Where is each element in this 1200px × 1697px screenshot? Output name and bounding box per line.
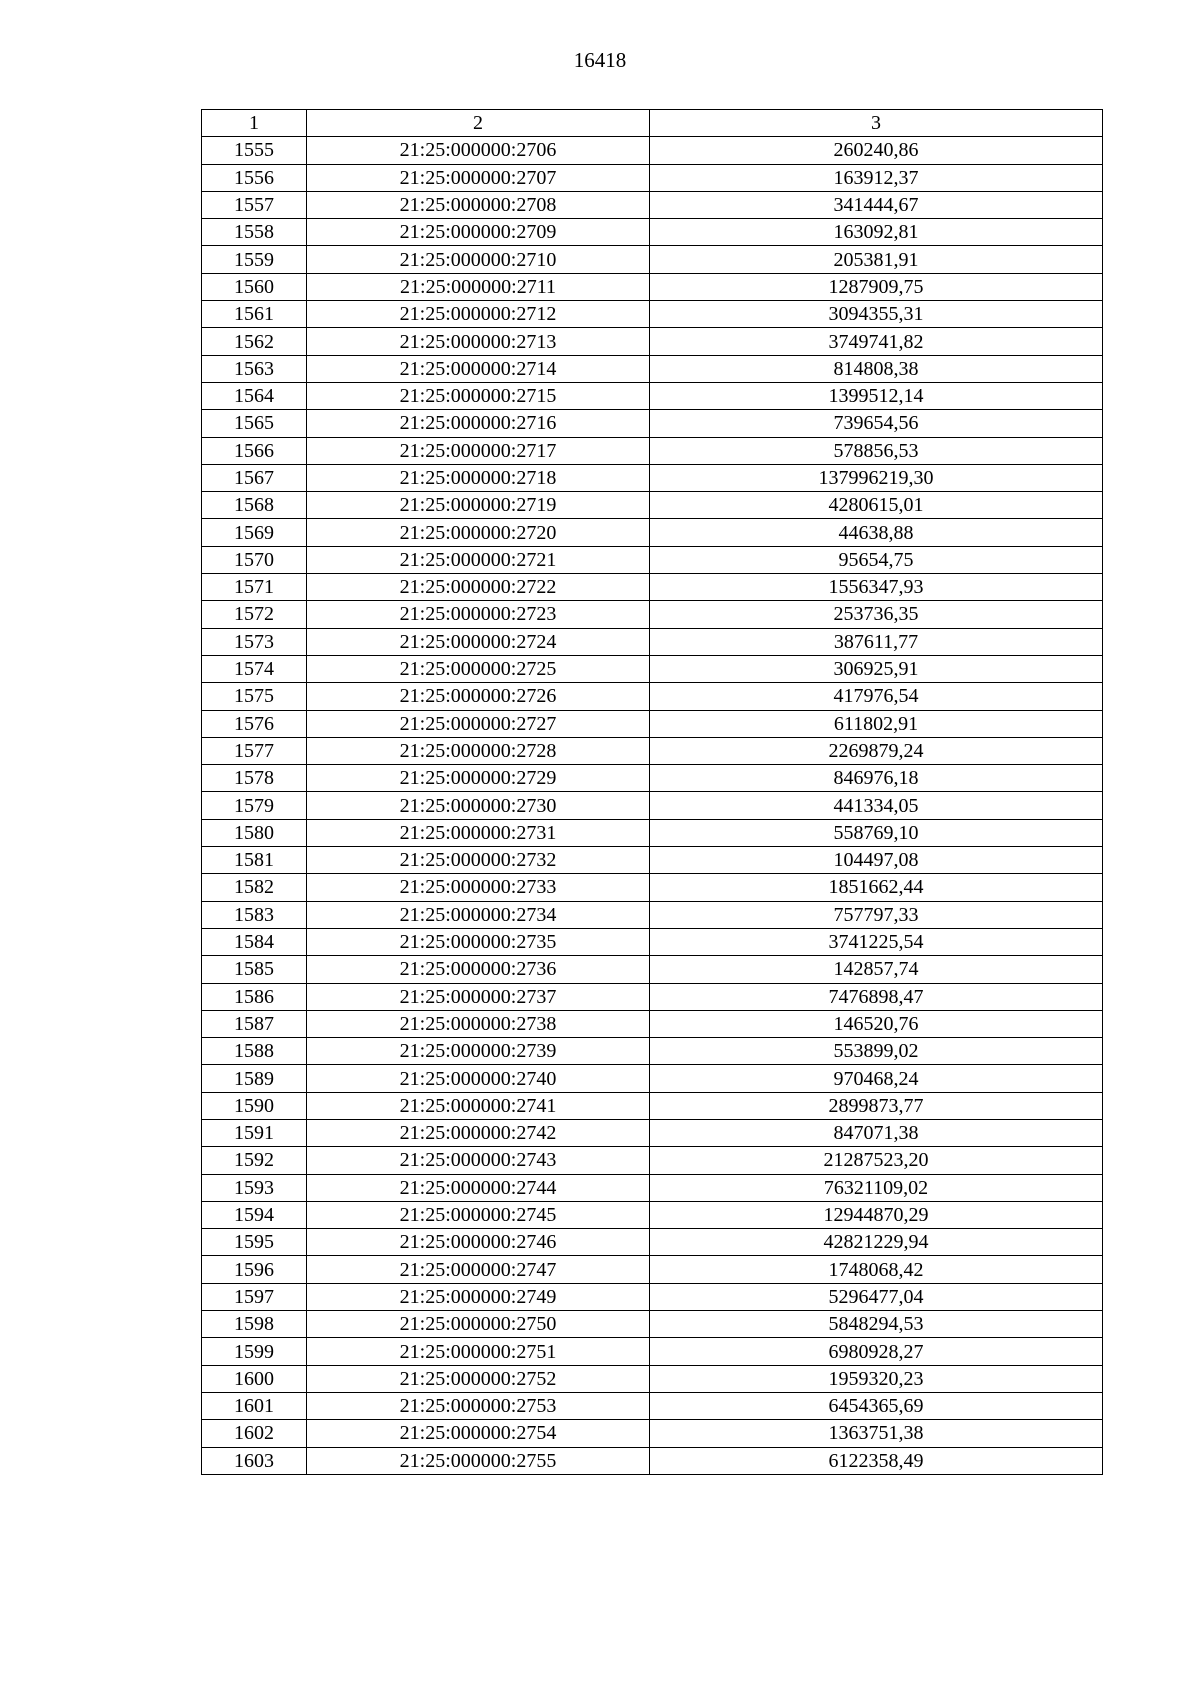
- value-cell: 1959320,23: [650, 1365, 1103, 1392]
- table-row: [202, 847, 1103, 874]
- data-table: [201, 109, 1103, 1475]
- header-row: [202, 110, 1103, 137]
- table-row: [202, 710, 1103, 737]
- row-number-cell: 1575: [202, 683, 307, 710]
- cadastral-number-cell: 21:25:000000:2749: [307, 1283, 650, 1310]
- cadastral-number-cell: 21:25:000000:2721: [307, 546, 650, 573]
- table-header: [202, 110, 1103, 137]
- value-cell: 21287523,20: [650, 1147, 1103, 1174]
- value-cell: 12944870,29: [650, 1201, 1103, 1228]
- row-number-cell: 1559: [202, 246, 307, 273]
- row-number-cell: 1589: [202, 1065, 307, 1092]
- cadastral-number-cell: 21:25:000000:2712: [307, 301, 650, 328]
- cadastral-number-cell: 21:25:000000:2707: [307, 164, 650, 191]
- table-row: [202, 382, 1103, 409]
- value-cell: 814808,38: [650, 355, 1103, 382]
- table-row: [202, 164, 1103, 191]
- row-number-cell: 1562: [202, 328, 307, 355]
- row-number-cell: 1602: [202, 1420, 307, 1447]
- value-cell: 611802,91: [650, 710, 1103, 737]
- cadastral-number-cell: 21:25:000000:2716: [307, 410, 650, 437]
- table-row: [202, 1038, 1103, 1065]
- value-cell: 6454365,69: [650, 1392, 1103, 1419]
- cadastral-number-cell: 21:25:000000:2750: [307, 1311, 650, 1338]
- row-number-cell: 1576: [202, 710, 307, 737]
- row-number-cell: 1561: [202, 301, 307, 328]
- cadastral-number-cell: 21:25:000000:2720: [307, 519, 650, 546]
- table-row: [202, 273, 1103, 300]
- table-row: [202, 1174, 1103, 1201]
- row-number-cell: 1564: [202, 382, 307, 409]
- row-number-cell: 1578: [202, 765, 307, 792]
- value-cell: 417976,54: [650, 683, 1103, 710]
- row-number-cell: 1579: [202, 792, 307, 819]
- table-row: [202, 1392, 1103, 1419]
- row-number-cell: 1556: [202, 164, 307, 191]
- cadastral-number-cell: 21:25:000000:2724: [307, 628, 650, 655]
- value-cell: 3741225,54: [650, 928, 1103, 955]
- cadastral-number-cell: 21:25:000000:2744: [307, 1174, 650, 1201]
- row-number-cell: 1572: [202, 601, 307, 628]
- table-row: [202, 1010, 1103, 1037]
- value-cell: 6122358,49: [650, 1447, 1103, 1474]
- cadastral-number-cell: 21:25:000000:2728: [307, 737, 650, 764]
- value-cell: 6980928,27: [650, 1338, 1103, 1365]
- value-cell: 7476898,47: [650, 983, 1103, 1010]
- value-cell: 739654,56: [650, 410, 1103, 437]
- value-cell: 142857,74: [650, 956, 1103, 983]
- value-cell: 387611,77: [650, 628, 1103, 655]
- table-row: [202, 983, 1103, 1010]
- table-row: [202, 601, 1103, 628]
- cadastral-number-cell: 21:25:000000:2711: [307, 273, 650, 300]
- cadastral-number-cell: 21:25:000000:2731: [307, 819, 650, 846]
- table-row: [202, 1311, 1103, 1338]
- cadastral-number-cell: 21:25:000000:2733: [307, 874, 650, 901]
- row-number-cell: 1601: [202, 1392, 307, 1419]
- cadastral-number-cell: 21:25:000000:2747: [307, 1256, 650, 1283]
- cadastral-number-cell: 21:25:000000:2717: [307, 437, 650, 464]
- row-number-cell: 1560: [202, 273, 307, 300]
- row-number-cell: 1569: [202, 519, 307, 546]
- table-row: [202, 410, 1103, 437]
- row-number-cell: 1598: [202, 1311, 307, 1338]
- row-number-cell: 1583: [202, 901, 307, 928]
- row-number-cell: 1591: [202, 1119, 307, 1146]
- table-row: [202, 219, 1103, 246]
- cadastral-number-cell: 21:25:000000:2726: [307, 683, 650, 710]
- cadastral-number-cell: 21:25:000000:2725: [307, 655, 650, 682]
- row-number-cell: 1573: [202, 628, 307, 655]
- table-row: [202, 1147, 1103, 1174]
- page-number: 16418: [573, 48, 627, 72]
- cadastral-number-cell: 21:25:000000:2713: [307, 328, 650, 355]
- row-number-cell: 1593: [202, 1174, 307, 1201]
- table-row: [202, 683, 1103, 710]
- cadastral-number-cell: 21:25:000000:2737: [307, 983, 650, 1010]
- table-row: [202, 1119, 1103, 1146]
- value-cell: 146520,76: [650, 1010, 1103, 1037]
- table-row: [202, 355, 1103, 382]
- cadastral-number-cell: 21:25:000000:2755: [307, 1447, 650, 1474]
- cadastral-number-cell: 21:25:000000:2710: [307, 246, 650, 273]
- value-cell: 1851662,44: [650, 874, 1103, 901]
- value-cell: 163912,37: [650, 164, 1103, 191]
- row-number-cell: 1577: [202, 737, 307, 764]
- value-cell: 44638,88: [650, 519, 1103, 546]
- row-number-cell: 1581: [202, 847, 307, 874]
- row-number-cell: 1555: [202, 137, 307, 164]
- table-row: [202, 655, 1103, 682]
- row-number-cell: 1565: [202, 410, 307, 437]
- cadastral-number-cell: 21:25:000000:2735: [307, 928, 650, 955]
- row-number-cell: 1584: [202, 928, 307, 955]
- table-row: [202, 519, 1103, 546]
- table-row: [202, 874, 1103, 901]
- cadastral-number-cell: 21:25:000000:2746: [307, 1229, 650, 1256]
- value-cell: 163092,81: [650, 219, 1103, 246]
- cadastral-number-cell: 21:25:000000:2753: [307, 1392, 650, 1419]
- table-row: [202, 492, 1103, 519]
- column-header-1: 1: [202, 110, 307, 137]
- row-number-cell: 1571: [202, 574, 307, 601]
- value-cell: 4280615,01: [650, 492, 1103, 519]
- value-cell: 306925,91: [650, 655, 1103, 682]
- table-row: [202, 574, 1103, 601]
- cadastral-number-cell: 21:25:000000:2723: [307, 601, 650, 628]
- cadastral-number-cell: 21:25:000000:2734: [307, 901, 650, 928]
- table-row: [202, 1420, 1103, 1447]
- table-row: [202, 1283, 1103, 1310]
- cadastral-number-cell: 21:25:000000:2739: [307, 1038, 650, 1065]
- value-cell: 441334,05: [650, 792, 1103, 819]
- row-number-cell: 1594: [202, 1201, 307, 1228]
- value-cell: 2269879,24: [650, 737, 1103, 764]
- row-number-cell: 1557: [202, 191, 307, 218]
- row-number-cell: 1566: [202, 437, 307, 464]
- table-row: [202, 628, 1103, 655]
- row-number-cell: 1582: [202, 874, 307, 901]
- value-cell: 76321109,02: [650, 1174, 1103, 1201]
- row-number-cell: 1580: [202, 819, 307, 846]
- cadastral-number-cell: 21:25:000000:2714: [307, 355, 650, 382]
- row-number-cell: 1596: [202, 1256, 307, 1283]
- cadastral-number-cell: 21:25:000000:2719: [307, 492, 650, 519]
- cadastral-number-cell: 21:25:000000:2706: [307, 137, 650, 164]
- cadastral-number-cell: 21:25:000000:2751: [307, 1338, 650, 1365]
- table-row: [202, 1201, 1103, 1228]
- cadastral-number-cell: 21:25:000000:2736: [307, 956, 650, 983]
- cadastral-number-cell: 21:25:000000:2718: [307, 464, 650, 491]
- table-row: [202, 737, 1103, 764]
- row-number-cell: 1568: [202, 492, 307, 519]
- table-row: [202, 191, 1103, 218]
- cadastral-number-cell: 21:25:000000:2742: [307, 1119, 650, 1146]
- value-cell: 341444,67: [650, 191, 1103, 218]
- cadastral-number-cell: 21:25:000000:2729: [307, 765, 650, 792]
- table-row: [202, 246, 1103, 273]
- table-row: [202, 928, 1103, 955]
- row-number-cell: 1597: [202, 1283, 307, 1310]
- cadastral-number-cell: 21:25:000000:2738: [307, 1010, 650, 1037]
- table-row: [202, 137, 1103, 164]
- value-cell: 95654,75: [650, 546, 1103, 573]
- row-number-cell: 1585: [202, 956, 307, 983]
- value-cell: 558769,10: [650, 819, 1103, 846]
- table-row: [202, 1092, 1103, 1119]
- value-cell: 137996219,30: [650, 464, 1103, 491]
- row-number-cell: 1587: [202, 1010, 307, 1037]
- cadastral-number-cell: 21:25:000000:2709: [307, 219, 650, 246]
- row-number-cell: 1567: [202, 464, 307, 491]
- value-cell: 1287909,75: [650, 273, 1103, 300]
- row-number-cell: 1588: [202, 1038, 307, 1065]
- row-number-cell: 1574: [202, 655, 307, 682]
- cadastral-number-cell: 21:25:000000:2732: [307, 847, 650, 874]
- value-cell: 1399512,14: [650, 382, 1103, 409]
- column-header-3: 3: [650, 110, 1103, 137]
- row-number-cell: 1586: [202, 983, 307, 1010]
- table-row: [202, 1338, 1103, 1365]
- row-number-cell: 1599: [202, 1338, 307, 1365]
- row-number-cell: 1570: [202, 546, 307, 573]
- cadastral-number-cell: 21:25:000000:2743: [307, 1147, 650, 1174]
- value-cell: 260240,86: [650, 137, 1103, 164]
- value-cell: 3749741,82: [650, 328, 1103, 355]
- table-row: [202, 546, 1103, 573]
- table-row: [202, 1365, 1103, 1392]
- cadastral-number-cell: 21:25:000000:2722: [307, 574, 650, 601]
- cadastral-number-cell: 21:25:000000:2740: [307, 1065, 650, 1092]
- value-cell: 757797,33: [650, 901, 1103, 928]
- table-row: [202, 1229, 1103, 1256]
- value-cell: 2899873,77: [650, 1092, 1103, 1119]
- value-cell: 1556347,93: [650, 574, 1103, 601]
- table-row: [202, 328, 1103, 355]
- value-cell: 553899,02: [650, 1038, 1103, 1065]
- row-number-cell: 1600: [202, 1365, 307, 1392]
- value-cell: 42821229,94: [650, 1229, 1103, 1256]
- table-row: [202, 792, 1103, 819]
- row-number-cell: 1590: [202, 1092, 307, 1119]
- value-cell: 5848294,53: [650, 1311, 1103, 1338]
- value-cell: 847071,38: [650, 1119, 1103, 1146]
- cadastral-number-cell: 21:25:000000:2745: [307, 1201, 650, 1228]
- table-row: [202, 1447, 1103, 1474]
- row-number-cell: 1592: [202, 1147, 307, 1174]
- table-row: [202, 1065, 1103, 1092]
- table-row: [202, 901, 1103, 928]
- value-cell: 1363751,38: [650, 1420, 1103, 1447]
- cadastral-number-cell: 21:25:000000:2727: [307, 710, 650, 737]
- value-cell: 205381,91: [650, 246, 1103, 273]
- cadastral-number-cell: 21:25:000000:2730: [307, 792, 650, 819]
- value-cell: 1748068,42: [650, 1256, 1103, 1283]
- row-number-cell: 1603: [202, 1447, 307, 1474]
- cadastral-number-cell: 21:25:000000:2741: [307, 1092, 650, 1119]
- table-row: [202, 1256, 1103, 1283]
- cadastral-number-cell: 21:25:000000:2708: [307, 191, 650, 218]
- value-cell: 104497,08: [650, 847, 1103, 874]
- table-row: [202, 956, 1103, 983]
- table-row: [202, 301, 1103, 328]
- table-row: [202, 819, 1103, 846]
- value-cell: 970468,24: [650, 1065, 1103, 1092]
- row-number-cell: 1563: [202, 355, 307, 382]
- row-number-cell: 1595: [202, 1229, 307, 1256]
- value-cell: 578856,53: [650, 437, 1103, 464]
- value-cell: 5296477,04: [650, 1283, 1103, 1310]
- column-header-2: 2: [307, 110, 650, 137]
- table-row: [202, 437, 1103, 464]
- row-number-cell: 1558: [202, 219, 307, 246]
- cadastral-number-cell: 21:25:000000:2752: [307, 1365, 650, 1392]
- cadastral-number-cell: 21:25:000000:2754: [307, 1420, 650, 1447]
- table-body: [202, 137, 1103, 1475]
- value-cell: 3094355,31: [650, 301, 1103, 328]
- value-cell: 846976,18: [650, 765, 1103, 792]
- cadastral-number-cell: 21:25:000000:2715: [307, 382, 650, 409]
- table-row: [202, 765, 1103, 792]
- table-row: [202, 464, 1103, 491]
- value-cell: 253736,35: [650, 601, 1103, 628]
